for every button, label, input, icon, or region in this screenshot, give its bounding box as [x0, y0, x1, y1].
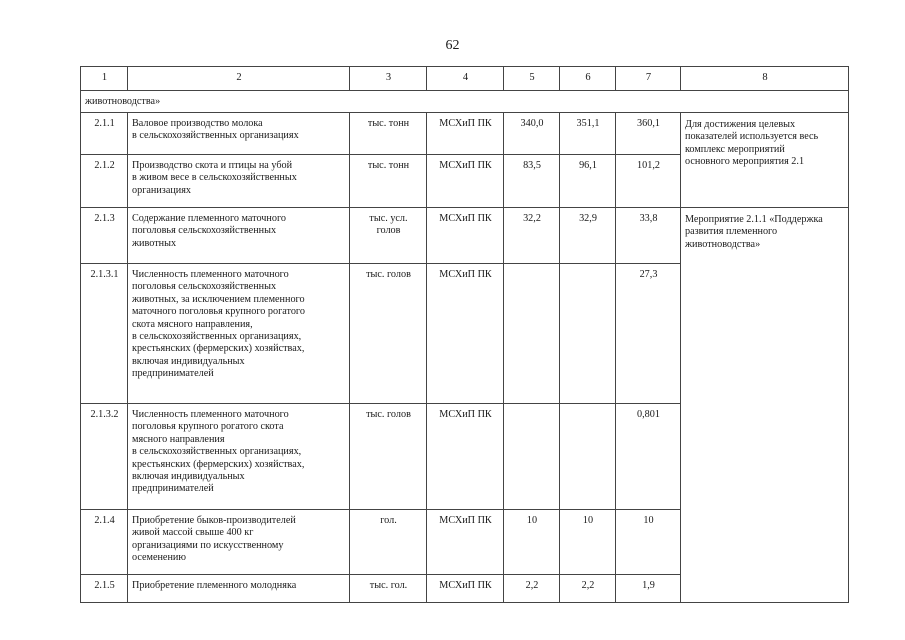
section-title: животноводства»: [81, 91, 849, 113]
header-cell: 5: [504, 67, 560, 91]
value-col-7: 27,3: [616, 264, 681, 404]
note-group-2: Мероприятие 2.1.1 «Поддержка развития племенного животноводства»: [681, 208, 849, 603]
table-header-row: [81, 67, 849, 91]
unit: тыс. голов: [350, 264, 427, 404]
value-col-7: 0,801: [616, 404, 681, 510]
row-number: 2.1.1: [81, 113, 128, 155]
value-col-7: 33,8: [616, 208, 681, 264]
unit: гол.: [350, 510, 427, 575]
row-number: 2.1.3: [81, 208, 128, 264]
header-cell: 2: [128, 67, 350, 91]
value-col-5: [504, 404, 560, 510]
header-cell: 4: [427, 67, 504, 91]
agency: МСХиП ПК: [427, 575, 504, 603]
header-cell: 3: [350, 67, 427, 91]
agency: МСХиП ПК: [427, 264, 504, 404]
table-body: [81, 113, 849, 603]
section-row: [81, 91, 849, 113]
indicator-name: Приобретение племенного молодняка: [128, 575, 350, 603]
value-col-7: 101,2: [616, 155, 681, 208]
indicator-name: Производство скота и птицы на убой в живом весе в сельскохозяйственных организациях: [128, 155, 350, 208]
row-number: 2.1.5: [81, 575, 128, 603]
agency: МСХиП ПК: [427, 155, 504, 208]
header-cell: 1: [81, 67, 128, 91]
agency: МСХиП ПК: [427, 113, 504, 155]
value-col-6: 2,2: [560, 575, 616, 603]
indicator-name: Валовое производство молока в сельскохозяйственных организациях: [128, 113, 350, 155]
value-col-6: 10: [560, 510, 616, 575]
row-number: 2.1.2: [81, 155, 128, 208]
indicators-table: [80, 66, 849, 603]
table-row: [81, 113, 849, 155]
table-row: [81, 208, 849, 264]
page-number: 62: [445, 38, 460, 53]
value-col-5: 2,2: [504, 575, 560, 603]
agency: МСХиП ПК: [427, 208, 504, 264]
row-number: 2.1.4: [81, 510, 128, 575]
value-col-6: [560, 264, 616, 404]
value-col-5: 32,2: [504, 208, 560, 264]
header-cell: 7: [616, 67, 681, 91]
agency: МСХиП ПК: [427, 404, 504, 510]
unit: тыс. тонн: [350, 155, 427, 208]
indicator-name: Содержание племенного маточного поголовья сельскохозяйственных животных: [128, 208, 350, 264]
value-col-6: 351,1: [560, 113, 616, 155]
agency: МСХиП ПК: [427, 510, 504, 575]
header-cell: 6: [560, 67, 616, 91]
value-col-5: 83,5: [504, 155, 560, 208]
value-col-6: 32,9: [560, 208, 616, 264]
value-col-5: 340,0: [504, 113, 560, 155]
value-col-7: 1,9: [616, 575, 681, 603]
unit: тыс. гол.: [350, 575, 427, 603]
note-group-1: Для достижения целевых показателей используется весь комплекс мероприятий основного мероприятия 2.1: [681, 113, 849, 208]
value-col-5: [504, 264, 560, 404]
indicator-name: Численность племенного маточного поголовья крупного рогатого скота мясного направления в сельскохозяйственных организациях, крестьянских (фермерских) хозяйствах, включая индивидуальных предпринимателей: [128, 404, 350, 510]
value-col-6: [560, 404, 616, 510]
header-cell: 8: [681, 67, 849, 91]
value-col-7: 360,1: [616, 113, 681, 155]
row-number: 2.1.3.2: [81, 404, 128, 510]
row-number: 2.1.3.1: [81, 264, 128, 404]
unit: тыс. голов: [350, 404, 427, 510]
value-col-5: 10: [504, 510, 560, 575]
indicator-name: Приобретение быков-производителей живой массой свыше 400 кг организациями по искусственному осеменению: [128, 510, 350, 575]
indicator-name: Численность племенного маточного поголовья сельскохозяйственных животных, за исключением племенного маточного поголовья крупного рогатого скота мясного направления, в сельскохозяйственных организациях, крестьянских (фермерских) хозяйствах, включая индивидуальных предпринимателей: [128, 264, 350, 404]
value-col-6: 96,1: [560, 155, 616, 208]
unit: тыс. тонн: [350, 113, 427, 155]
unit: тыс. усл. голов: [350, 208, 427, 264]
value-col-7: 10: [616, 510, 681, 575]
